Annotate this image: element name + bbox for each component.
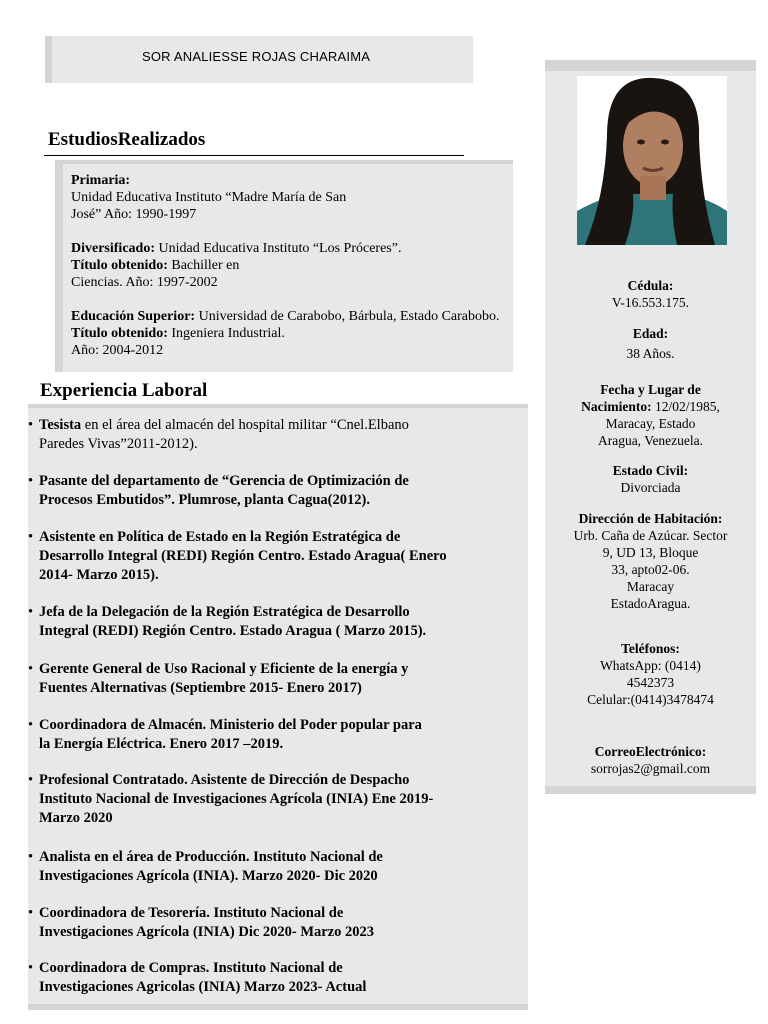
birth-block: Fecha y Lugar de Nacimiento: 12/02/1985, Maracay, Estado Aragua, Venezuela. bbox=[581, 382, 720, 448]
experience-item: • Pasante del departamento de “Gerencia de Optimización de Procesos Embutidos”. Plumrose, planta Cagua(2012). bbox=[28, 473, 409, 508]
experience-item: • Profesional Contratado. Asistente de Dirección de Despacho Instituto Nacional de Investigaciones Agrícola (INIA) Ene 2019- Marzo 2020 bbox=[28, 772, 434, 826]
civil-status-block: Estado Civil: Divorciada bbox=[612, 463, 689, 495]
education-title: EstudiosRealizados bbox=[48, 129, 206, 150]
experience-item: • Jefa de la Delegación de la Región Estratégica de Desarrollo Integral (REDI) Región Centro. Estado Aragua ( Marzo 2015). bbox=[28, 604, 427, 639]
experience-box bbox=[28, 404, 528, 1010]
phones-block: Teléfonos: WhatsApp: (0414) 4542373 Celular:(0414)3478474 bbox=[587, 641, 714, 707]
education-box bbox=[55, 160, 513, 372]
cedula-block: Cédula: V-16.553.175. bbox=[611, 278, 690, 310]
email-block: CorreoElectrónico: sorrojas2@gmail.com bbox=[590, 744, 711, 776]
primary-entry: Primaria: Unidad Educativa Instituto “Madre María de San José” Año: 1990-1997 bbox=[71, 173, 347, 222]
experience-item: • Tesista en el área del almacén del hospital militar “Cnel.Elbano Paredes Vivas”2011-2012). bbox=[28, 417, 409, 452]
education-rule bbox=[44, 155, 464, 156]
higher-education-entry: Educación Superior: Universidad de Carabobo, Bárbula, Estado Carabobo. Título obtenido: Ingeniera Industrial. Año: 2004-2012 bbox=[71, 309, 500, 358]
diversified-entry: Diversificado: Unidad Educativa Instituto “Los Próceres”. Título obtenido: Bachiller en Ciencias. Año: 1997-2002 bbox=[71, 241, 402, 290]
experience-item: • Asistente en Política de Estado en la Región Estratégica de Desarrollo Integral (REDI) Región Centro. Estado Aragua( Enero 2014- Marzo 2015). bbox=[28, 529, 447, 583]
experience-item: • Coordinadora de Tesorería. Instituto Nacional de Investigaciones Agrícola (INIA) Dic 2020- Marzo 2023 bbox=[28, 905, 375, 940]
experience-item: • Coordinadora de Almacén. Ministerio del Poder popular para la Energía Eléctrica. Enero 2017 –2019. bbox=[28, 717, 422, 752]
experience-item: • Gerente General de Uso Racional y Eficiente de la energía y Fuentes Alternativas (Septiembre 2015- Enero 2017) bbox=[28, 661, 409, 696]
full-name: SOR ANALIESSE ROJAS CHARAIMA bbox=[142, 49, 371, 64]
profile-photo bbox=[577, 76, 727, 245]
name-banner bbox=[45, 36, 473, 83]
person-photo-icon bbox=[577, 76, 727, 245]
edad-block: Edad: 38 Años. bbox=[626, 326, 675, 361]
experience-item: • Coordinadora de Compras. Instituto Nacional de Investigaciones Agricolas (INIA) Marzo 2023- Actual bbox=[28, 960, 367, 995]
experience-title: Experiencia Laboral bbox=[40, 380, 208, 401]
address-block: Dirección de Habitación: Urb. Caña de Azúcar. Sector 9, UD 13, Bloque 33, apto02-06. Maracay EstadoAragua. bbox=[573, 511, 728, 611]
experience-item: • Analista en el área de Producción. Instituto Nacional de Investigaciones Agrícola (INIA). Marzo 2020- Dic 2020 bbox=[28, 849, 383, 884]
